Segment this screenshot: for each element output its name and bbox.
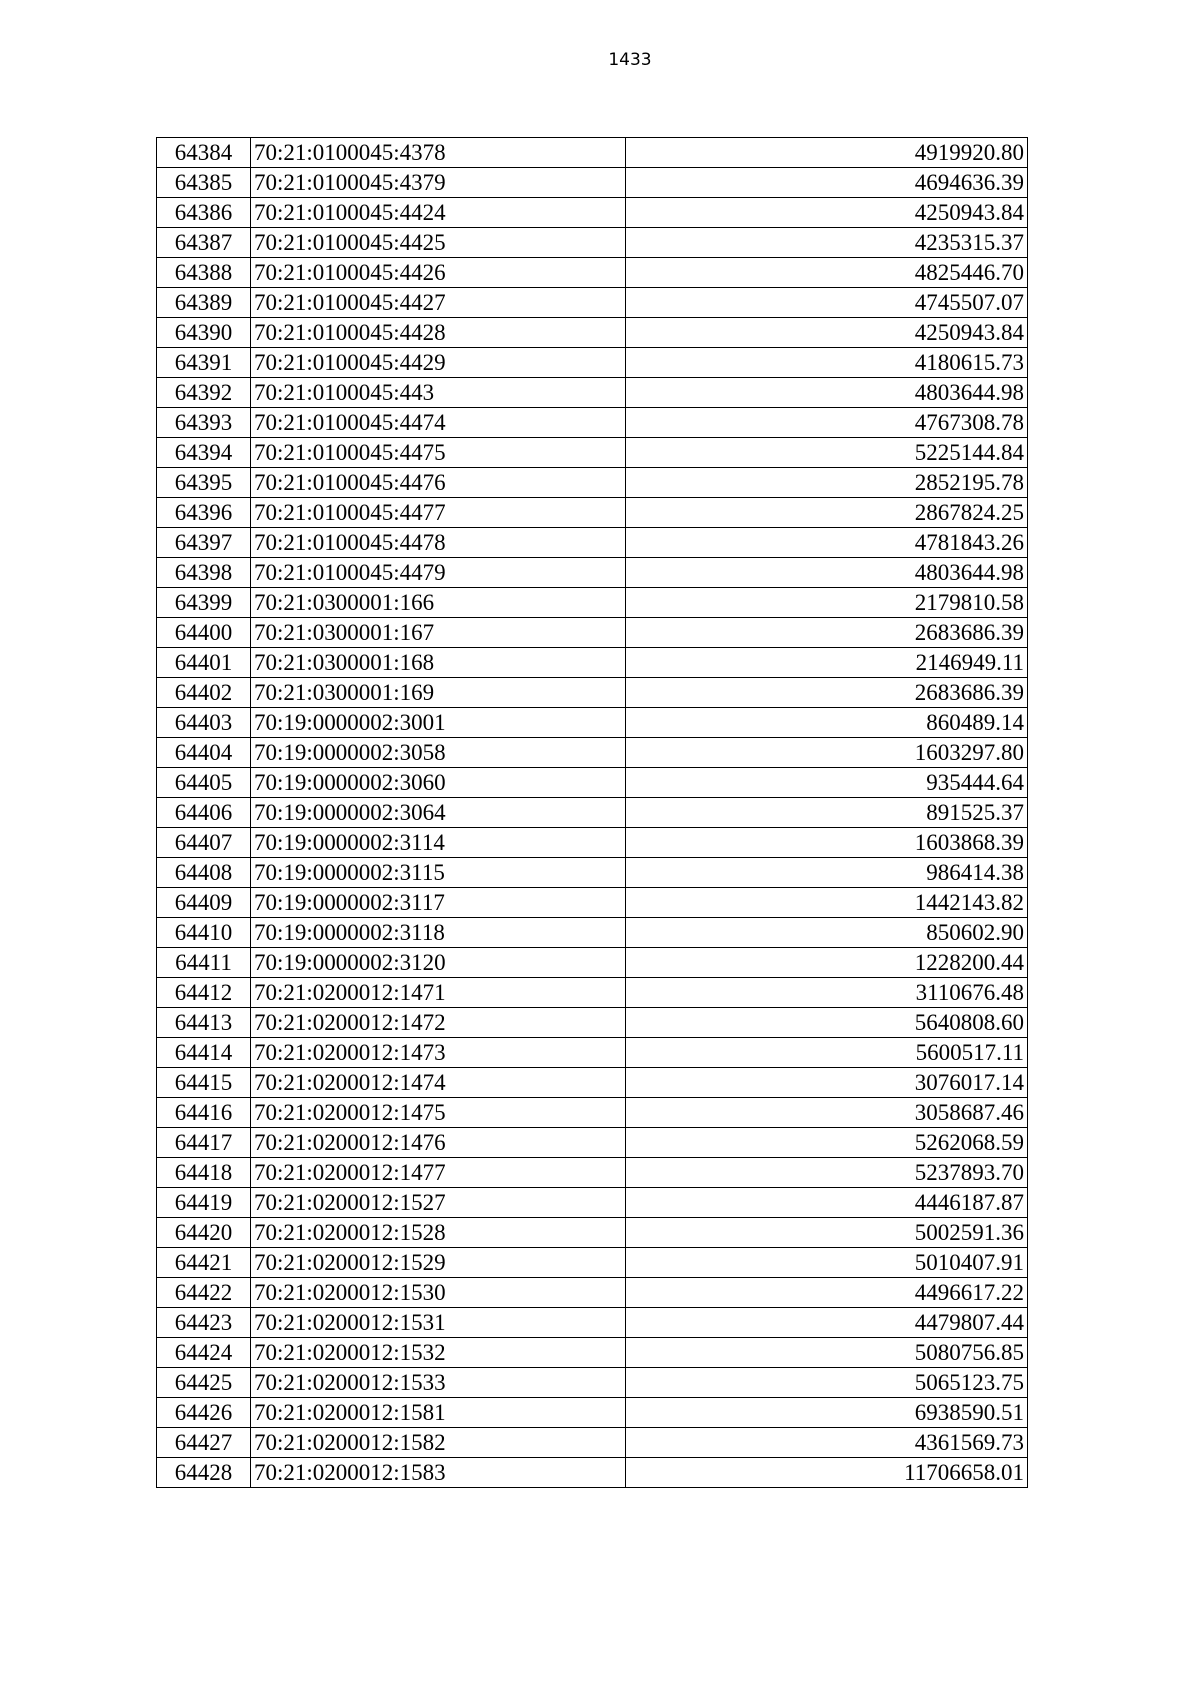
value-cell: 5080756.85 <box>626 1338 1028 1368</box>
row-number-cell: 64397 <box>157 528 251 558</box>
row-number-cell: 64393 <box>157 408 251 438</box>
value-cell: 935444.64 <box>626 768 1028 798</box>
table-row <box>157 258 1028 288</box>
row-number-cell: 64416 <box>157 1098 251 1128</box>
cadastral-number-cell: 70:21:0200012:1531 <box>251 1308 626 1338</box>
value-cell: 2867824.25 <box>626 498 1028 528</box>
row-number-cell: 64398 <box>157 558 251 588</box>
cadastral-number-cell: 70:19:0000002:3114 <box>251 828 626 858</box>
cadastral-number-cell: 70:21:0200012:1471 <box>251 978 626 1008</box>
row-number-cell: 64419 <box>157 1188 251 1218</box>
row-number-cell: 64414 <box>157 1038 251 1068</box>
row-number-cell: 64410 <box>157 918 251 948</box>
row-number-cell: 64405 <box>157 768 251 798</box>
table-row <box>157 1308 1028 1338</box>
value-cell: 11706658.01 <box>626 1458 1028 1488</box>
row-number-cell: 64407 <box>157 828 251 858</box>
value-cell: 2683686.39 <box>626 678 1028 708</box>
row-number-cell: 64423 <box>157 1308 251 1338</box>
cadastral-number-cell: 70:21:0100045:4378 <box>251 138 626 168</box>
row-number-cell: 64411 <box>157 948 251 978</box>
table-row <box>157 408 1028 438</box>
value-cell: 4361569.73 <box>626 1428 1028 1458</box>
cadastral-number-cell: 70:21:0100045:4379 <box>251 168 626 198</box>
value-cell: 4180615.73 <box>626 348 1028 378</box>
table-row <box>157 1368 1028 1398</box>
table-row <box>157 198 1028 228</box>
table-row <box>157 768 1028 798</box>
row-number-cell: 64400 <box>157 618 251 648</box>
row-number-cell: 64406 <box>157 798 251 828</box>
cadastral-value-table <box>156 137 1028 1488</box>
value-cell: 2179810.58 <box>626 588 1028 618</box>
cadastral-number-cell: 70:21:0100045:4426 <box>251 258 626 288</box>
table-row <box>157 708 1028 738</box>
cadastral-number-cell: 70:21:0200012:1582 <box>251 1428 626 1458</box>
row-number-cell: 64388 <box>157 258 251 288</box>
value-cell: 5600517.11 <box>626 1038 1028 1068</box>
row-number-cell: 64402 <box>157 678 251 708</box>
value-cell: 4250943.84 <box>626 198 1028 228</box>
table-row <box>157 1428 1028 1458</box>
row-number-cell: 64391 <box>157 348 251 378</box>
table-row <box>157 1218 1028 1248</box>
cadastral-number-cell: 70:21:0300001:169 <box>251 678 626 708</box>
value-cell: 4694636.39 <box>626 168 1028 198</box>
row-number-cell: 64409 <box>157 888 251 918</box>
row-number-cell: 64385 <box>157 168 251 198</box>
row-number-cell: 64425 <box>157 1368 251 1398</box>
cadastral-number-cell: 70:21:0300001:166 <box>251 588 626 618</box>
value-cell: 5002591.36 <box>626 1218 1028 1248</box>
cadastral-number-cell: 70:21:0100045:443 <box>251 378 626 408</box>
value-cell: 3110676.48 <box>626 978 1028 1008</box>
cadastral-number-cell: 70:21:0200012:1476 <box>251 1128 626 1158</box>
value-cell: 986414.38 <box>626 858 1028 888</box>
table-row <box>157 1068 1028 1098</box>
value-cell: 4803644.98 <box>626 378 1028 408</box>
table-row <box>157 498 1028 528</box>
cadastral-number-cell: 70:21:0300001:168 <box>251 648 626 678</box>
cadastral-number-cell: 70:21:0200012:1473 <box>251 1038 626 1068</box>
value-cell: 4235315.37 <box>626 228 1028 258</box>
cadastral-number-cell: 70:21:0100045:4427 <box>251 288 626 318</box>
value-cell: 1603297.80 <box>626 738 1028 768</box>
row-number-cell: 64384 <box>157 138 251 168</box>
value-cell: 5225144.84 <box>626 438 1028 468</box>
cadastral-number-cell: 70:21:0100045:4428 <box>251 318 626 348</box>
table-row <box>157 1038 1028 1068</box>
value-cell: 850602.90 <box>626 918 1028 948</box>
table-row <box>157 168 1028 198</box>
table-row <box>157 618 1028 648</box>
table-row <box>157 468 1028 498</box>
row-number-cell: 64401 <box>157 648 251 678</box>
page-number: 1433 <box>608 50 652 70</box>
value-cell: 891525.37 <box>626 798 1028 828</box>
table-row <box>157 798 1028 828</box>
cadastral-number-cell: 70:19:0000002:3064 <box>251 798 626 828</box>
table-row <box>157 1158 1028 1188</box>
cadastral-number-cell: 70:21:0300001:167 <box>251 618 626 648</box>
table-row <box>157 678 1028 708</box>
row-number-cell: 64428 <box>157 1458 251 1488</box>
table-row <box>157 1248 1028 1278</box>
value-cell: 2683686.39 <box>626 618 1028 648</box>
table-row <box>157 1098 1028 1128</box>
cadastral-number-cell: 70:21:0200012:1472 <box>251 1008 626 1038</box>
table-row <box>157 348 1028 378</box>
value-cell: 860489.14 <box>626 708 1028 738</box>
row-number-cell: 64418 <box>157 1158 251 1188</box>
row-number-cell: 64389 <box>157 288 251 318</box>
value-cell: 4781843.26 <box>626 528 1028 558</box>
table-row <box>157 948 1028 978</box>
row-number-cell: 64426 <box>157 1398 251 1428</box>
cadastral-number-cell: 70:21:0200012:1474 <box>251 1068 626 1098</box>
value-cell: 3058687.46 <box>626 1098 1028 1128</box>
cadastral-number-cell: 70:19:0000002:3118 <box>251 918 626 948</box>
table-row <box>157 648 1028 678</box>
value-cell: 5262068.59 <box>626 1128 1028 1158</box>
row-number-cell: 64387 <box>157 228 251 258</box>
row-number-cell: 64395 <box>157 468 251 498</box>
table-row <box>157 978 1028 1008</box>
row-number-cell: 64394 <box>157 438 251 468</box>
row-number-cell: 64413 <box>157 1008 251 1038</box>
row-number-cell: 64417 <box>157 1128 251 1158</box>
value-cell: 4496617.22 <box>626 1278 1028 1308</box>
table-row <box>157 1458 1028 1488</box>
cadastral-number-cell: 70:21:0100045:4424 <box>251 198 626 228</box>
row-number-cell: 64404 <box>157 738 251 768</box>
table-row <box>157 1338 1028 1368</box>
row-number-cell: 64392 <box>157 378 251 408</box>
value-cell: 4767308.78 <box>626 408 1028 438</box>
table-row <box>157 378 1028 408</box>
cadastral-number-cell: 70:21:0200012:1533 <box>251 1368 626 1398</box>
row-number-cell: 64403 <box>157 708 251 738</box>
table-row <box>157 738 1028 768</box>
table-row <box>157 1278 1028 1308</box>
cadastral-number-cell: 70:21:0200012:1530 <box>251 1278 626 1308</box>
cadastral-number-cell: 70:21:0100045:4429 <box>251 348 626 378</box>
cadastral-number-cell: 70:19:0000002:3058 <box>251 738 626 768</box>
cadastral-number-cell: 70:21:0100045:4425 <box>251 228 626 258</box>
table-row <box>157 888 1028 918</box>
value-cell: 1442143.82 <box>626 888 1028 918</box>
row-number-cell: 64399 <box>157 588 251 618</box>
cadastral-number-cell: 70:21:0100045:4478 <box>251 528 626 558</box>
row-number-cell: 64396 <box>157 498 251 528</box>
cadastral-number-cell: 70:21:0200012:1475 <box>251 1098 626 1128</box>
table-row <box>157 858 1028 888</box>
cadastral-number-cell: 70:21:0200012:1477 <box>251 1158 626 1188</box>
table-row <box>157 588 1028 618</box>
value-cell: 5010407.91 <box>626 1248 1028 1278</box>
value-cell: 5640808.60 <box>626 1008 1028 1038</box>
cadastral-number-cell: 70:21:0100045:4477 <box>251 498 626 528</box>
row-number-cell: 64422 <box>157 1278 251 1308</box>
table-row <box>157 438 1028 468</box>
row-number-cell: 64390 <box>157 318 251 348</box>
value-cell: 4825446.70 <box>626 258 1028 288</box>
row-number-cell: 64424 <box>157 1338 251 1368</box>
table-row <box>157 1008 1028 1038</box>
row-number-cell: 64420 <box>157 1218 251 1248</box>
table-row <box>157 918 1028 948</box>
value-cell: 4446187.87 <box>626 1188 1028 1218</box>
table-row <box>157 318 1028 348</box>
table-row <box>157 138 1028 168</box>
table-body <box>157 138 1028 1488</box>
cadastral-number-cell: 70:21:0100045:4476 <box>251 468 626 498</box>
value-cell: 6938590.51 <box>626 1398 1028 1428</box>
value-cell: 2146949.11 <box>626 648 1028 678</box>
value-cell: 5237893.70 <box>626 1158 1028 1188</box>
cadastral-number-cell: 70:21:0200012:1529 <box>251 1248 626 1278</box>
cadastral-number-cell: 70:19:0000002:3115 <box>251 858 626 888</box>
cadastral-number-cell: 70:21:0200012:1528 <box>251 1218 626 1248</box>
table-row <box>157 1188 1028 1218</box>
value-cell: 3076017.14 <box>626 1068 1028 1098</box>
table-row <box>157 828 1028 858</box>
value-cell: 5065123.75 <box>626 1368 1028 1398</box>
table-row <box>157 1398 1028 1428</box>
row-number-cell: 64408 <box>157 858 251 888</box>
cadastral-number-cell: 70:19:0000002:3001 <box>251 708 626 738</box>
table-row <box>157 558 1028 588</box>
cadastral-number-cell: 70:21:0100045:4475 <box>251 438 626 468</box>
cadastral-number-cell: 70:19:0000002:3117 <box>251 888 626 918</box>
cadastral-number-cell: 70:21:0200012:1581 <box>251 1398 626 1428</box>
value-cell: 1603868.39 <box>626 828 1028 858</box>
cadastral-number-cell: 70:21:0100045:4474 <box>251 408 626 438</box>
row-number-cell: 64412 <box>157 978 251 1008</box>
table-row <box>157 1128 1028 1158</box>
cadastral-number-cell: 70:21:0200012:1527 <box>251 1188 626 1218</box>
row-number-cell: 64415 <box>157 1068 251 1098</box>
row-number-cell: 64427 <box>157 1428 251 1458</box>
cadastral-number-cell: 70:21:0200012:1583 <box>251 1458 626 1488</box>
value-cell: 4250943.84 <box>626 318 1028 348</box>
value-cell: 4919920.80 <box>626 138 1028 168</box>
table-row <box>157 288 1028 318</box>
cadastral-number-cell: 70:19:0000002:3060 <box>251 768 626 798</box>
table-row <box>157 228 1028 258</box>
value-cell: 2852195.78 <box>626 468 1028 498</box>
value-cell: 4745507.07 <box>626 288 1028 318</box>
cadastral-number-cell: 70:21:0100045:4479 <box>251 558 626 588</box>
value-cell: 4479807.44 <box>626 1308 1028 1338</box>
cadastral-number-cell: 70:19:0000002:3120 <box>251 948 626 978</box>
value-cell: 1228200.44 <box>626 948 1028 978</box>
row-number-cell: 64386 <box>157 198 251 228</box>
table-row <box>157 528 1028 558</box>
row-number-cell: 64421 <box>157 1248 251 1278</box>
value-cell: 4803644.98 <box>626 558 1028 588</box>
cadastral-number-cell: 70:21:0200012:1532 <box>251 1338 626 1368</box>
